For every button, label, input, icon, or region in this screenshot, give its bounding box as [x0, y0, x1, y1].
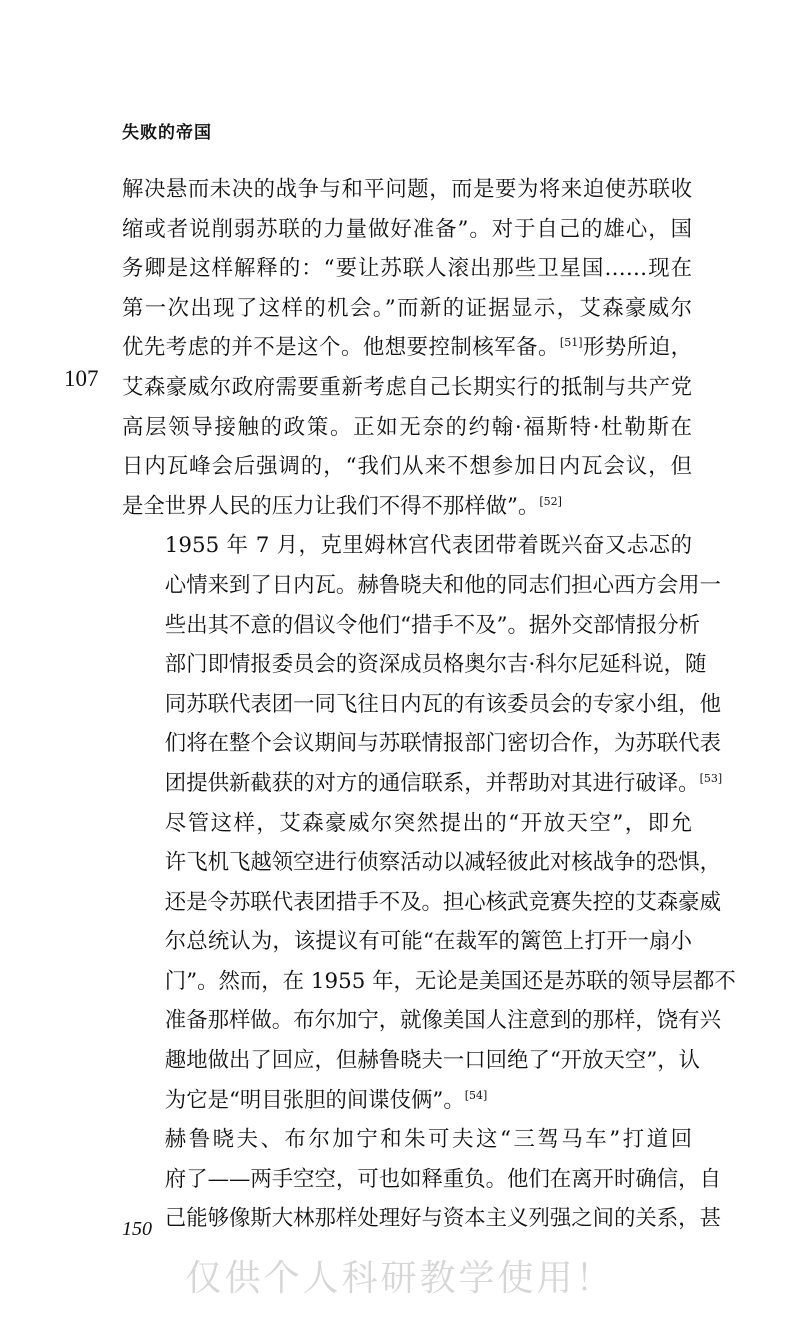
- paragraph-3: [122, 804, 736, 1121]
- text-line: 门”。然而，在 1955 年，无论是美国还是苏联的领导层都不: [164, 968, 736, 994]
- text-line: 们将在整个会议期间与苏联情报部门密切合作，为苏联代表: [164, 731, 721, 757]
- text-line: 赫鲁晓夫、布尔加宁和朱可夫这“三驾马车”打道回: [164, 1127, 692, 1153]
- footnote-ref[interactable]: [53]: [699, 771, 723, 785]
- text-line: 尽管这样，艾森豪威尔突然提出的“开放天空”，即允: [164, 810, 692, 836]
- text-line: 第一次出现了这样的机会。”而新的证据显示，艾森豪威尔: [122, 295, 692, 321]
- paragraph-1: [122, 170, 692, 526]
- paragraph-2: [122, 526, 723, 803]
- footnote-ref[interactable]: [52]: [539, 494, 562, 508]
- text-line: 1955 年 7 月，克里姆林宫代表团带着既兴奋又忐忑的: [164, 533, 692, 559]
- text-line: 府了——两手空空，可也如释重负。他们在离开时确信，自: [164, 1166, 721, 1192]
- text-line: 准备那样做。布尔加宁，就像美国人注意到的那样，饶有兴: [164, 1008, 721, 1034]
- footnote-ref[interactable]: [51]: [559, 336, 583, 350]
- text-line: 艾森豪威尔政府需要重新考虑自己长期实行的抵制与共产党: [122, 374, 692, 400]
- text-line: [122, 487, 692, 527]
- text-line: 务卿是这样解释的：“要让苏联人滚出那些卫星国……现在: [122, 256, 692, 282]
- text-fragment: 优先考虑的并不是这个。他想要控制核军备。: [122, 335, 560, 361]
- text-line: 解决悬而未决的战争与和平问题，而是要为将来迫使苏联收: [122, 177, 692, 202]
- text-line: 心情来到了日内瓦。赫鲁晓夫和他的同志们担心西方会用一: [164, 572, 721, 598]
- text-fragment: 是全世界人民的压力让我们不得不那样做”。: [122, 493, 540, 519]
- text-line: 许飞机飞越领空进行侦察活动以减轻彼此对核战争的恐惧，: [164, 850, 721, 876]
- watermark-text: 仅供个人科研教学使用！: [185, 1258, 615, 1299]
- text-line: [122, 328, 692, 368]
- page-number: 150: [122, 1218, 152, 1240]
- text-line: 高层领导接触的政策。正如无奈的约翰·福斯特·杜勒斯在: [122, 414, 692, 440]
- text-line: [122, 764, 723, 804]
- text-line: 尔总统认为，该提议有可能“在裁军的篱笆上打开一扇小: [164, 929, 692, 955]
- margin-page-number: 107: [64, 366, 99, 391]
- text-line: 些出其不意的倡议令他们“措手不及”。据外交部情报分析: [164, 612, 701, 638]
- footnote-ref[interactable]: [54]: [464, 1088, 488, 1102]
- text-fragment: 团提供新截获的对方的通信联系，并帮助对其进行破译。: [164, 770, 700, 796]
- body-text: [122, 170, 736, 1239]
- text-line: 部门即情报委员会的资深成员格奥尔吉·科尔尼延科说，随: [164, 652, 707, 678]
- text-line: 趣地做出了回应，但赫鲁晓夫一口回绝了“开放天空”，认: [164, 1048, 701, 1074]
- text-line: 日内瓦峰会后强调的，“我们从来不想参加日内瓦会议，但: [122, 454, 692, 480]
- text-fragment: 形势所迫，: [582, 335, 692, 361]
- text-fragment: 为它是“明目张胆的间谍伎俩”。: [164, 1087, 465, 1113]
- paragraph-4: [122, 1120, 721, 1239]
- text-line: 缩或者说削弱苏联的力量做好准备”。对于自己的雄心，国: [122, 216, 692, 242]
- running-header: 失败的帝国: [122, 123, 212, 143]
- text-line: 同苏联代表团一同飞往日内瓦的有该委员会的专家小组，他: [164, 691, 721, 717]
- text-line: 还是令苏联代表团措手不及。担心核武竞赛失控的艾森豪威: [164, 889, 721, 915]
- text-line: 己能够像斯大林那样处理好与资本主义列强之间的关系，甚: [164, 1206, 721, 1232]
- text-line: [122, 1081, 692, 1121]
